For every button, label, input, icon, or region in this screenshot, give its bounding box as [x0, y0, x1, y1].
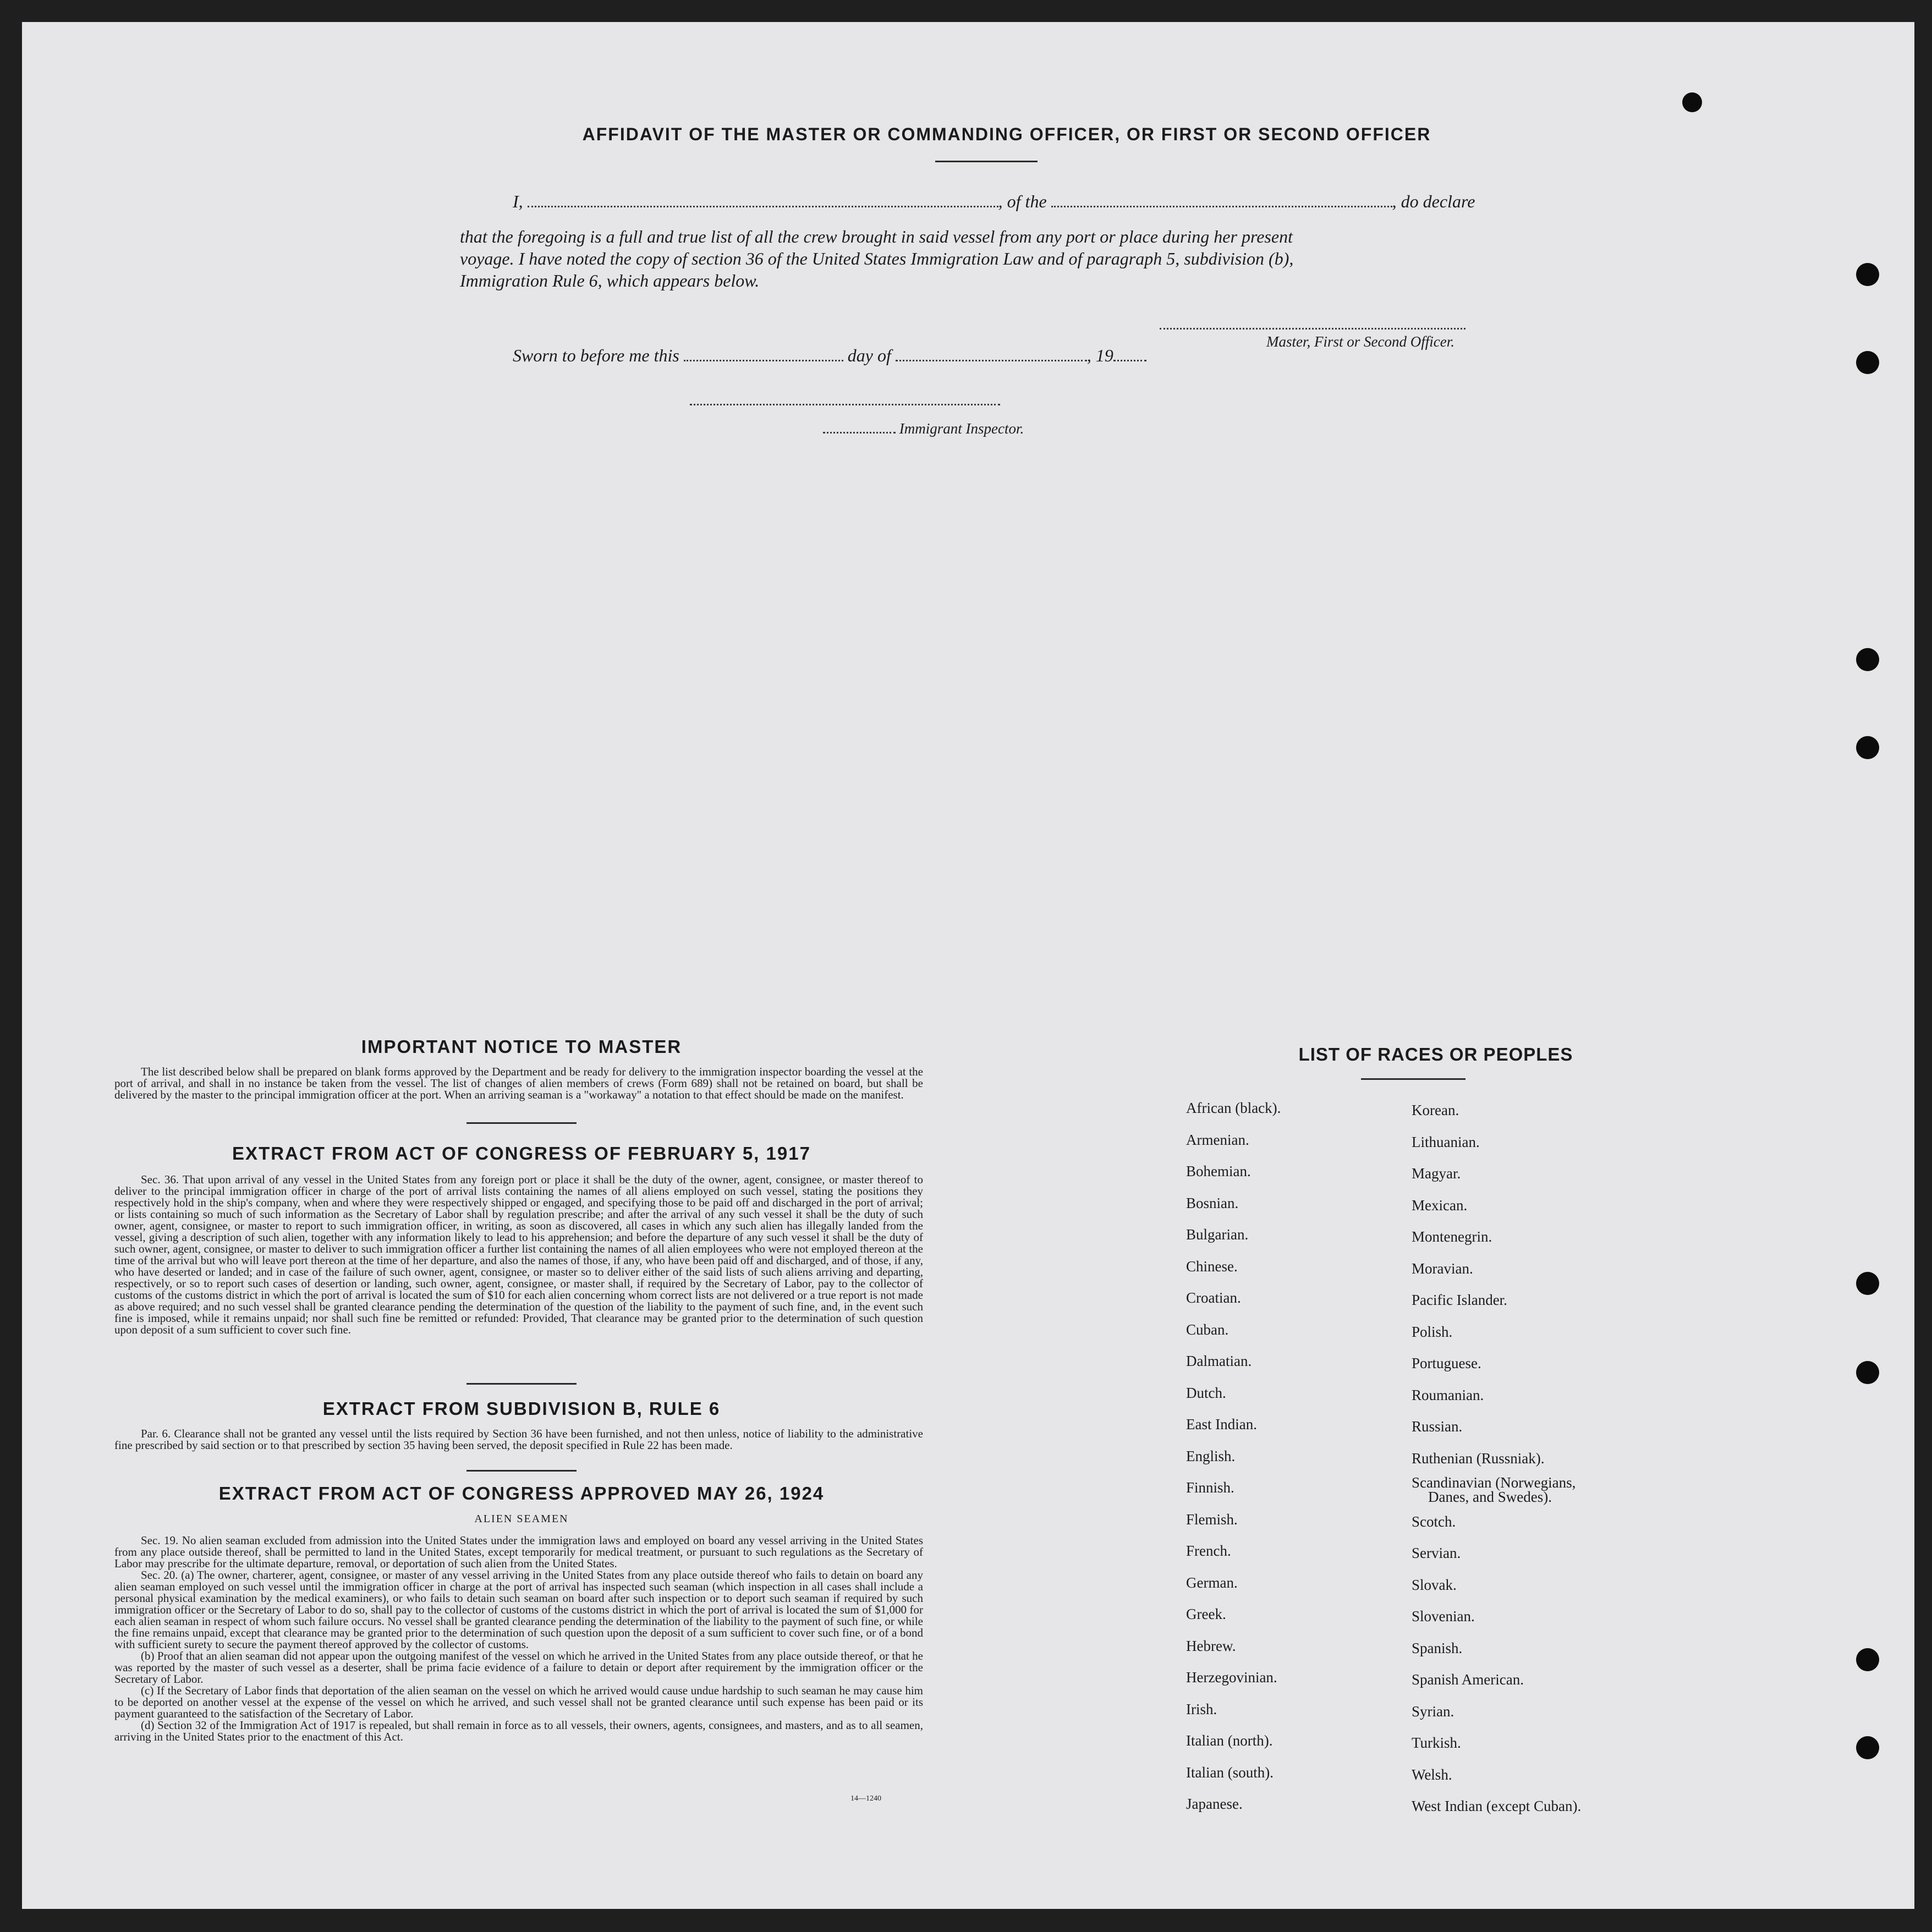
race-item: Cuban.: [1186, 1321, 1229, 1338]
race-item: Spanish American.: [1412, 1671, 1524, 1688]
race-item-scandinavian-line1: Scandinavian (Norwegians,: [1412, 1474, 1576, 1491]
punch-hole: [1856, 1361, 1879, 1384]
form-number: 14—1240: [850, 1794, 881, 1803]
ink-blot: [1682, 92, 1702, 112]
race-item: Pacific Islander.: [1412, 1292, 1507, 1308]
sec20b-paragraph: (b) Proof that an alien seaman did not appear upon the outgoing manifest of the vessel on which he arrived in the United States from any place outside thereof, or that he was reported by the master of such vessel as a deserter, shall be prima facie evidence of a failure to detain or deport after requirement by the immigration officer or the Secretary of Labor.: [114, 1649, 923, 1686]
extract-1917-title: EXTRACT FROM ACT OF CONGRESS OF FEBRUARY 5, 1917: [232, 1143, 811, 1163]
sec20d-paragraph: (d) Section 32 of the Immigration Act of 1917 is repealed, but shall remain in force as to all vessels, their owners, agents, consignees, and masters, and as to all seamen, arriving in the United States prior to the enactment of this Act.: [114, 1719, 923, 1743]
extract-1924-text: [114, 1535, 923, 1743]
race-item: Herzegovinian.: [1186, 1669, 1277, 1686]
inspector-caption-dots: [823, 432, 896, 433]
punch-hole: [1856, 648, 1879, 671]
inspector-caption: [823, 420, 1024, 437]
affidavit-declare: , do declare: [1392, 191, 1475, 211]
section-rule: [466, 1383, 577, 1385]
race-item: French.: [1186, 1543, 1231, 1559]
race-item: Bohemian.: [1186, 1163, 1251, 1179]
race-item-scandinavian-line2: Danes, and Swedes).: [1428, 1489, 1552, 1505]
inspector-signature-line[interactable]: [690, 404, 1000, 405]
races-right-column: [1412, 1095, 1581, 1823]
sworn-year-field[interactable]: [1113, 360, 1146, 361]
vessel-field[interactable]: [1051, 206, 1392, 207]
race-item: Japanese.: [1186, 1796, 1243, 1812]
race-item: Lithuanian.: [1412, 1133, 1480, 1150]
race-item: Portuguese.: [1412, 1355, 1481, 1371]
affidavit-of-the: , of the: [998, 191, 1047, 211]
race-item: Dutch.: [1186, 1384, 1226, 1401]
race-item: Bosnian.: [1186, 1194, 1239, 1211]
inspector-caption-text: Immigrant Inspector.: [899, 420, 1024, 437]
signature-line[interactable]: [1160, 328, 1466, 330]
races-title-rule: [1361, 1078, 1466, 1080]
race-item: Slovenian.: [1412, 1608, 1475, 1624]
punch-hole: [1856, 1648, 1879, 1671]
extract-1917-text: [114, 1174, 923, 1336]
section-rule: [466, 1470, 577, 1472]
race-item: Dalmatian.: [1186, 1353, 1252, 1369]
notice-title: IMPORTANT NOTICE TO MASTER: [361, 1036, 682, 1057]
race-item: Magyar.: [1412, 1165, 1461, 1182]
race-item: Greek.: [1186, 1606, 1226, 1622]
punch-hole: [1856, 1736, 1879, 1759]
sec19-paragraph: Sec. 19. No alien seaman excluded from admission into the United States under the immigration laws and employed on board any vessel arriving in the United States from any place outside thereof, shall be permitted to land in the United States, except temporarily for medical treatment, or pursuant to such regulations as the Secretary of Labor may prescribe for the ultimate departure, removal, or deportation of such alien from the United States.: [114, 1534, 923, 1570]
sworn-day-field[interactable]: [684, 360, 843, 361]
race-item: Korean.: [1412, 1102, 1459, 1118]
race-item: Flemish.: [1186, 1511, 1238, 1528]
affidavit-line4: Immigration Rule 6, which appears below.: [460, 271, 760, 290]
race-item: Hebrew.: [1186, 1637, 1236, 1654]
affidavit-line1: [513, 191, 1536, 212]
punch-hole: [1856, 1272, 1879, 1295]
rule6-title: EXTRACT FROM SUBDIVISION B, RULE 6: [322, 1398, 721, 1419]
document-page: [22, 22, 1914, 1909]
race-item: Irish.: [1186, 1700, 1217, 1717]
race-item: Italian (north).: [1186, 1732, 1273, 1749]
race-item: Spanish.: [1412, 1639, 1463, 1656]
race-item: Montenegrin.: [1412, 1228, 1492, 1245]
race-item: Croatian.: [1186, 1289, 1241, 1306]
affidavit-line2: that the foregoing is a full and true list of all the crew brought in said vessel from any port or place during her present: [460, 227, 1293, 246]
race-item: Italian (south).: [1186, 1764, 1274, 1781]
race-item: Finnish.: [1186, 1479, 1234, 1496]
sworn-year: , 19: [1086, 345, 1113, 365]
affidavit-title-rule: [935, 161, 1038, 162]
sworn-day-of: day of: [847, 345, 891, 365]
extract-1924-title: EXTRACT FROM ACT OF CONGRESS APPROVED MAY 26, 1924: [218, 1483, 825, 1503]
race-item: Turkish.: [1412, 1735, 1461, 1751]
notice-paragraph: The list described below shall be prepared on blank forms approved by the Department and be ready for delivery to the immigration inspector boarding the vessel at the port of arrival, and shall in no instance be taken from the vessel. The list of changes of alien members of crews (Form 689) shall not be retained on board, but shall be delivered by the master to the principal immigration officer at the port. When an arriving seaman is a "workaway" a notation to that effect should be made on the manifest.: [114, 1065, 923, 1101]
sworn-prefix: Sworn to before me this: [513, 345, 679, 365]
race-item: West Indian (except Cuban).: [1412, 1798, 1582, 1814]
race-item: Bulgarian.: [1186, 1226, 1249, 1243]
race-item: Mexican.: [1412, 1196, 1468, 1214]
race-item: Moravian.: [1412, 1260, 1473, 1277]
affidavit-title: AFFIDAVIT OF THE MASTER OR COMMANDING OFFICER, OR FIRST OR SECOND OFFICER: [582, 124, 1431, 144]
race-item-scandinavian: [1412, 1474, 1581, 1506]
race-item: East Indian.: [1186, 1416, 1257, 1432]
race-item: Roumanian.: [1412, 1386, 1484, 1403]
race-item: Chinese.: [1186, 1258, 1238, 1275]
race-item: Slovak.: [1412, 1576, 1457, 1593]
race-item: African (black).: [1186, 1100, 1281, 1116]
punch-hole: [1856, 736, 1879, 759]
race-item: Polish.: [1412, 1323, 1453, 1340]
sec20a-paragraph: Sec. 20. (a) The owner, charterer, agent, consignee, or master of any vessel arriving in the United States from any place outside thereof who fails to detain on board any alien seaman employed on such vessel until the immigration officer in charge at the port of arrival has inspected such seaman (which inspection in all cases shall include a personal physical examination by the medical examiners), or who fails to detain such seaman on board after such inspection or to deport such seaman if required by such immigration officer or the Secretary of Labor to do so, shall pay to the collector of customs of the customs district in which the port of arrival is located the sum of $1,000 for each alien seaman in respect of whom such failure occurs. No vessel shall be granted clearance pending the determination of the liability to the payment of such fine, or while the fine remains unpaid, except that clearance may be granted prior to the determination of such question upon the deposit of a sum sufficient to cover such fine, or of a bond with sufficient surety to secure the payment thereof approved by the collector of customs.: [114, 1568, 923, 1651]
rule6-paragraph: Par. 6. Clearance shall not be granted any vessel until the lists required by Section 36 have been furnished, and not then unless, notice of liability to the administrative fine prescribed by said section or to that prescribed by section 35 having been served, the deposit specified in Rule 22 has been made.: [114, 1427, 923, 1452]
signature-caption: Master, First or Second Officer.: [1266, 333, 1455, 350]
sworn-month-field[interactable]: [896, 360, 1087, 361]
race-item: German.: [1186, 1574, 1238, 1591]
race-item: English.: [1186, 1447, 1236, 1464]
race-item: Syrian.: [1412, 1703, 1455, 1720]
races-left-column: [1186, 1093, 1281, 1820]
race-item: Armenian.: [1186, 1131, 1249, 1148]
affidavit-line3: voyage. I have noted the copy of section 36 of the United States Immigration Law and of paragraph 5, subdivision (b),: [460, 249, 1294, 268]
punch-hole: [1856, 263, 1879, 286]
name-field[interactable]: [528, 206, 998, 207]
race-item: Ruthenian (Russniak).: [1412, 1450, 1545, 1467]
section-rule: [466, 1122, 577, 1124]
sec20c-paragraph: (c) If the Secretary of Labor finds that deportation of the alien seaman on the vessel on which he arrived would cause undue hardship to such seaman he may cause him to be deported on another vessel at the expense of the vessel on which he arrived, and such vessel shall not be granted clearance until such expense has been paid or its payment guaranteed to the satisfaction of the Secretary of Labor.: [114, 1684, 923, 1720]
races-title: LIST OF RACES OR PEOPLES: [1298, 1044, 1573, 1064]
affidavit-i: I,: [513, 191, 523, 211]
race-item: Russian.: [1412, 1418, 1463, 1435]
punch-hole: [1856, 351, 1879, 374]
race-item: Welsh.: [1412, 1766, 1452, 1783]
race-item: Scotch.: [1412, 1513, 1456, 1530]
sworn-line: [513, 345, 1146, 366]
rule6-text: [114, 1428, 923, 1451]
extract-1924-subtitle: ALIEN SEAMEN: [474, 1513, 569, 1525]
extract-1917-paragraph: Sec. 36. That upon arrival of any vessel in the United States from any foreign port or place it shall be the duty of the owner, agent, consignee, or master thereof to deliver to the principal immigration officer in charge of the port of arrival lists containing the names of all aliens employed on such vessel, stating the positions they respectively hold in the ship's company, when and where they were respectively shipped or engaged, and specifying those to be paid off and discharged in the port of arrival; or lists containing so much of such information as the Secretary of Labor shall by regulation prescribe; and after the arrival of any such vessel it shall be the duty of such owner, agent, consignee, or master to report to such immigration officer, in writing, as soon as discovered, all cases in which any such alien has illegally landed from the vessel, giving a description of such alien, together with any information likely to lead to his apprehension; and before the departure of any such vessel it shall be the duty of such owner, agent, consignee, or master to deliver to such immigration officer a further list containing the names of all alien employees who were not employed thereon at the time of the arrival but who will leave port thereon at the time of her departure, and also the names of those, if any, who have been paid off and discharged, and of those, if any, who have deserted or landed; and in case of the failure of such owner, agent, consignee, or master so to deliver either of the said lists of such aliens arriving and departing, respectively, or so to report such cases of desertion or landing, such owner, agent, consignee, or master shall, if required by the Secretary of Labor, pay to the collector of customs of the customs district in which the port of arrival is located the sum of $10 for each alien concerning whom correct lists are not delivered or a true report is not made as above required; and no such vessel shall be granted clearance pending the determination of the question of the liability to the payment of such fine, and, in the event such fine is imposed, while it remains unpaid; nor shall such fine be remitted or refunded: Provided, That clearance may be granted prior to the determination of such question upon deposit of a sum sufficient to cover such fine.: [114, 1173, 923, 1336]
race-item: Servian.: [1412, 1545, 1461, 1561]
notice-text: [114, 1066, 923, 1101]
